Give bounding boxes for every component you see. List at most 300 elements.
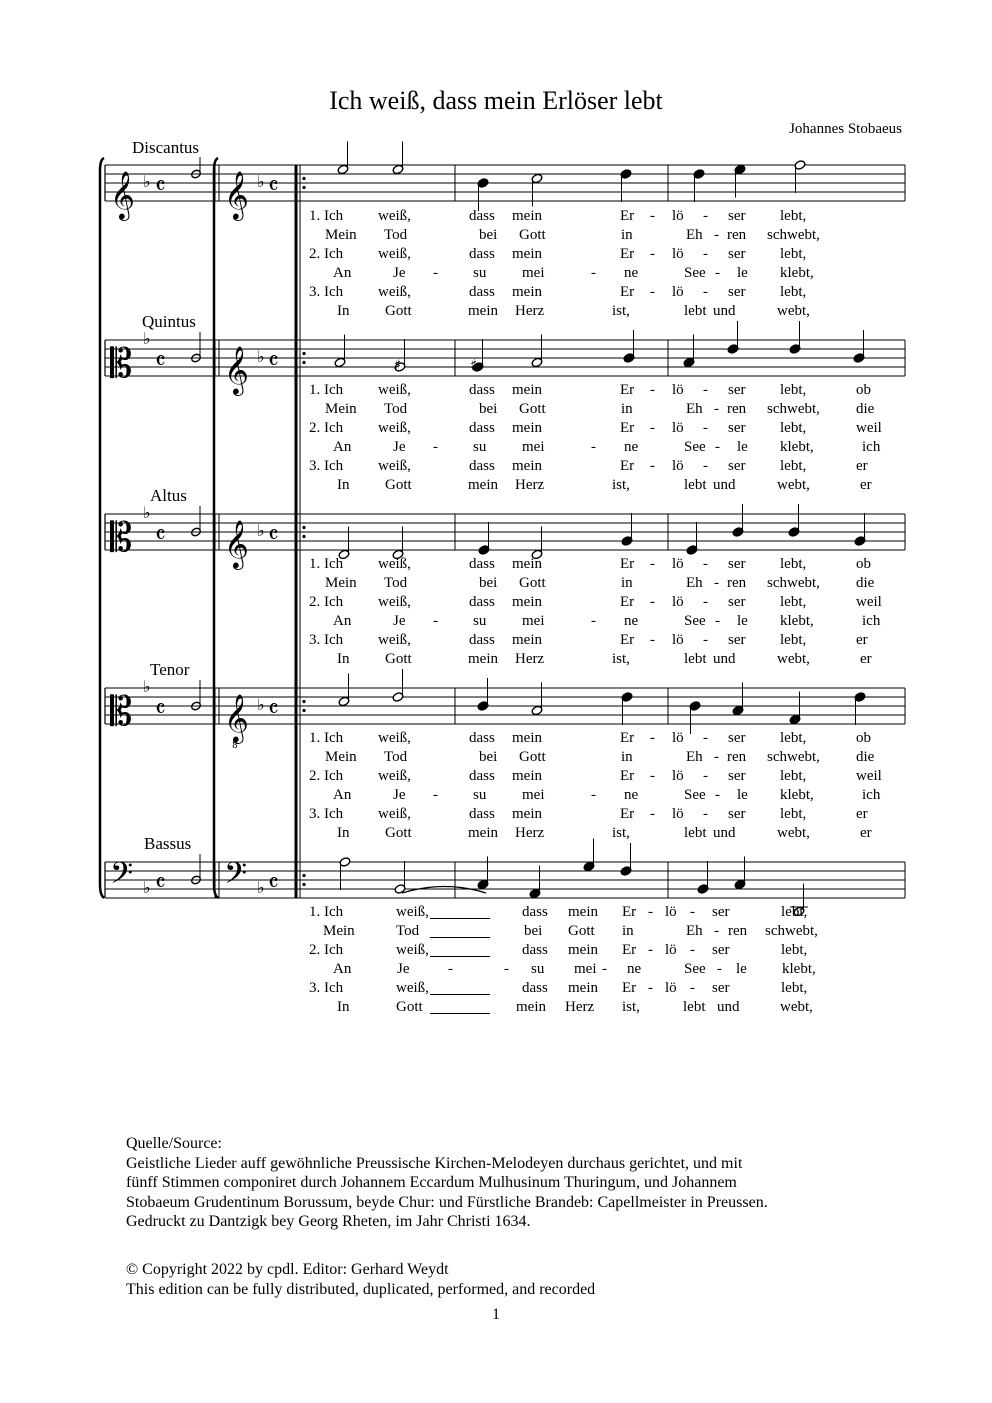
- lyric-syllable: -: [703, 632, 708, 648]
- lyric-syllable: -: [650, 246, 655, 262]
- lyric-syllable: dass: [469, 284, 495, 300]
- lyric-syllable: Er: [620, 632, 635, 648]
- lyric-syllable: lö: [672, 420, 684, 436]
- lyric-syllable: -: [690, 904, 695, 920]
- lyric-syllable: Gott: [519, 401, 546, 417]
- lyric-syllable: ser: [712, 904, 730, 920]
- lyric-syllable: In: [337, 477, 350, 493]
- alto-clef-icon: 𝄡: [110, 515, 133, 561]
- lyric-syllable: dass: [469, 420, 495, 436]
- lyric-syllable: Gott: [519, 749, 546, 765]
- lyric-syllable: le: [737, 439, 748, 455]
- lyric-syllable: Herz: [515, 477, 545, 493]
- lyric-syllable: -: [448, 961, 453, 977]
- lyric-syllable: -: [703, 458, 708, 474]
- lyric-syllable: In: [337, 651, 350, 667]
- lyric-syllable: -: [715, 439, 720, 455]
- lyric-syllable: Er: [620, 382, 635, 398]
- lyric-syllable: mein: [512, 208, 542, 224]
- lyric-syllable: ren: [727, 227, 747, 243]
- lyric-syllable: An: [333, 787, 352, 803]
- lyric-syllable: ser: [728, 284, 746, 300]
- lyric-syllable: mein: [512, 458, 542, 474]
- lyric-syllable: -: [650, 284, 655, 300]
- lyric-syllable: -: [703, 594, 708, 610]
- lyric-syllable: -: [648, 980, 653, 996]
- lyric-syllable: dass: [469, 632, 495, 648]
- lyric-syllable: Er: [620, 806, 635, 822]
- lyric-syllable: ich: [862, 787, 881, 803]
- melisma-extender: [430, 937, 490, 938]
- lyric-syllable: ren: [727, 749, 747, 765]
- lyric-syllable: 3. Ich: [309, 806, 344, 822]
- lyric-syllable: An: [333, 439, 352, 455]
- lyric-syllable: lebt,: [780, 208, 807, 224]
- lyric-syllable: Tod: [384, 401, 408, 417]
- lyric-syllable: lö: [665, 904, 677, 920]
- common-time-icon: 𝄴: [268, 347, 279, 375]
- lyric-syllable: In: [337, 999, 350, 1015]
- lyric-syllable: Tod: [384, 227, 408, 243]
- lyric-syllable: lebt,: [780, 806, 807, 822]
- lyric-syllable: lebt,: [781, 904, 808, 920]
- lyric-syllable: weil: [856, 420, 882, 436]
- lyric-syllable: webt,: [777, 477, 810, 493]
- repeat-dot: [302, 361, 305, 364]
- source-heading: Quelle/Source:: [126, 1135, 222, 1152]
- lyric-syllable: ser: [728, 594, 746, 610]
- common-time-icon: 𝄴: [155, 869, 166, 897]
- lyric-syllable: Er: [620, 556, 635, 572]
- lyric-syllable: -: [504, 961, 509, 977]
- lyric-syllable: 3. Ich: [309, 632, 344, 648]
- lyric-syllable: 2. Ich: [309, 768, 344, 784]
- lyric-syllable: bei: [524, 923, 543, 939]
- lyric-syllable: ne: [624, 613, 639, 629]
- lyric-syllable: und: [713, 651, 736, 667]
- flat-icon: ♭: [143, 878, 151, 897]
- lyric-syllable: -: [715, 787, 720, 803]
- common-time-icon: 𝄴: [155, 347, 166, 375]
- lyric-syllable: klebt,: [780, 787, 814, 803]
- lyric-syllable: Er: [620, 730, 635, 746]
- lyric-syllable: und: [713, 825, 736, 841]
- common-time-icon: 𝄴: [155, 521, 166, 549]
- treble-clef-icon: 𝄞: [110, 170, 135, 219]
- lyric-syllable: ser: [728, 806, 746, 822]
- lyric-syllable: -: [650, 420, 655, 436]
- lyric-syllable: Er: [622, 904, 637, 920]
- lyric-syllable: -: [703, 208, 708, 224]
- lyric-syllable: dass: [522, 942, 548, 958]
- lyric-syllable: -: [433, 439, 438, 455]
- lyric-syllable: in: [621, 749, 633, 765]
- lyric-syllable: 3. Ich: [309, 980, 344, 996]
- lyric-syllable: klebt,: [780, 613, 814, 629]
- lyric-syllable: lö: [665, 942, 677, 958]
- lyric-syllable: er: [860, 477, 872, 493]
- lyric-syllable: weiß,: [378, 632, 411, 648]
- lyric-syllable: klebt,: [782, 961, 816, 977]
- lyric-syllable: Eh: [686, 401, 703, 417]
- lyric-syllable: lö: [672, 632, 684, 648]
- voice-name-altus: Altus: [150, 486, 187, 505]
- lyric-syllable: -: [715, 613, 720, 629]
- common-time-icon: 𝄴: [155, 172, 166, 200]
- lyric-syllable: ser: [728, 556, 746, 572]
- lyric-syllable: lebt,: [780, 556, 807, 572]
- lyric-syllable: -: [714, 401, 719, 417]
- lyric-syllable: weil: [856, 768, 882, 784]
- flat-icon: ♭: [143, 329, 151, 348]
- lyric-syllable: mein: [512, 768, 542, 784]
- melisma-extender: [430, 918, 490, 919]
- treble-clef-icon: 𝄞: [224, 519, 249, 568]
- lyric-syllable: su: [531, 961, 545, 977]
- lyric-syllable: 2. Ich: [309, 420, 344, 436]
- flat-icon: ♭: [257, 695, 265, 714]
- lyric-syllable: dass: [469, 806, 495, 822]
- lyric-syllable: mein: [512, 632, 542, 648]
- lyric-syllable: mein: [468, 651, 498, 667]
- sharp-icon: ♯: [394, 356, 402, 374]
- lyric-syllable: ser: [728, 208, 746, 224]
- lyric-syllable: ser: [728, 246, 746, 262]
- lyric-syllable: lebt: [683, 999, 706, 1015]
- copyright-line: © Copyright 2022 by cpdl. Editor: Gerhard Weydt: [126, 1261, 449, 1278]
- lyric-syllable: weil: [856, 594, 882, 610]
- lyric-syllable: Je: [393, 787, 406, 803]
- lyric-syllable: dass: [469, 382, 495, 398]
- lyric-syllable: -: [703, 730, 708, 746]
- lyric-syllable: ser: [728, 420, 746, 436]
- lyric-syllable: webt,: [777, 825, 810, 841]
- repeat-dot: [302, 526, 305, 529]
- octave-mark: 8: [232, 741, 238, 751]
- lyric-syllable: ist,: [612, 651, 630, 667]
- lyric-syllable: die: [856, 749, 875, 765]
- lyric-syllable: 1. Ich: [309, 904, 344, 920]
- lyric-syllable: ist,: [622, 999, 640, 1015]
- lyric-syllable: ich: [862, 613, 881, 629]
- lyric-syllable: ren: [728, 923, 748, 939]
- source-line: Stobaeum Grudentinum Borussum, beyde Chur: und Fürstliche Brandeb: Capellmeister in Preussen.: [126, 1193, 768, 1211]
- lyric-syllable: mei: [574, 961, 597, 977]
- lyric-syllable: -: [703, 382, 708, 398]
- lyric-syllable: su: [473, 265, 487, 281]
- lyric-syllable: -: [650, 632, 655, 648]
- lyric-syllable: dass: [469, 768, 495, 784]
- lyric-syllable: lebt,: [780, 768, 807, 784]
- lyric-syllable: 1. Ich: [309, 730, 344, 746]
- source-line: Gedruckt zu Dantzigk bey Georg Rheten, im Jahr Christi 1634.: [126, 1213, 531, 1230]
- lyric-syllable: Er: [620, 420, 635, 436]
- lyric-syllable: In: [337, 303, 350, 319]
- lyric-syllable: Gott: [396, 999, 423, 1015]
- lyric-syllable: dass: [522, 904, 548, 920]
- lyric-syllable: weiß,: [378, 284, 411, 300]
- lyric-syllable: weiß,: [396, 942, 429, 958]
- lyric-syllable: lö: [672, 382, 684, 398]
- lyric-syllable: dass: [522, 980, 548, 996]
- lyric-syllable: 1. Ich: [309, 556, 344, 572]
- lyric-syllable: ser: [728, 458, 746, 474]
- lyric-syllable: Er: [622, 980, 637, 996]
- lyric-syllable: -: [591, 265, 596, 281]
- lyric-syllable: -: [703, 420, 708, 436]
- lyric-syllable: ob: [856, 730, 871, 746]
- lyric-syllable: er: [860, 651, 872, 667]
- lyric-syllable: Gott: [568, 923, 595, 939]
- lyric-syllable: Gott: [385, 477, 412, 493]
- lyric-syllable: er: [856, 806, 868, 822]
- lyric-syllable: -: [714, 923, 719, 939]
- lyric-syllable: lebt,: [780, 382, 807, 398]
- lyric-syllable: su: [473, 787, 487, 803]
- lyric-syllable: ne: [624, 439, 639, 455]
- lyric-syllable: die: [856, 401, 875, 417]
- lyric-syllable: er: [856, 632, 868, 648]
- lyric-syllable: lö: [672, 208, 684, 224]
- lyric-syllable: -: [703, 768, 708, 784]
- melisma-extender: [430, 956, 490, 957]
- lyric-syllable: bei: [479, 401, 498, 417]
- lyric-syllable: su: [473, 613, 487, 629]
- lyric-syllable: mein: [512, 382, 542, 398]
- lyric-syllable: Er: [622, 942, 637, 958]
- lyric-syllable: mein: [512, 730, 542, 746]
- lyric-syllable: lebt: [684, 477, 707, 493]
- lyric-syllable: mei: [522, 613, 545, 629]
- lyric-syllable: lebt,: [781, 942, 808, 958]
- lyric-syllable: Mein: [325, 749, 357, 765]
- lyric-syllable: weiß,: [378, 458, 411, 474]
- lyric-syllable: 2. Ich: [309, 942, 344, 958]
- lyric-syllable: su: [473, 439, 487, 455]
- lyric-syllable: -: [703, 806, 708, 822]
- lyric-syllable: -: [717, 961, 722, 977]
- lyric-syllable: Gott: [385, 825, 412, 841]
- lyric-syllable: ser: [728, 632, 746, 648]
- lyric-syllable: schwebt,: [767, 749, 820, 765]
- lyric-syllable: lö: [672, 730, 684, 746]
- lyric-syllable: Gott: [519, 575, 546, 591]
- lyric-syllable: ser: [728, 730, 746, 746]
- lyric-syllable: mei: [522, 787, 545, 803]
- lyric-syllable: ren: [727, 401, 747, 417]
- lyric-syllable: -: [714, 749, 719, 765]
- lyric-syllable: mei: [522, 439, 545, 455]
- lyric-syllable: dass: [469, 730, 495, 746]
- lyric-syllable: mein: [468, 477, 498, 493]
- flat-icon: ♭: [257, 521, 265, 540]
- lyric-syllable: ser: [712, 942, 730, 958]
- lyric-syllable: Herz: [565, 999, 595, 1015]
- lyric-syllable: lebt,: [780, 284, 807, 300]
- lyric-syllable: -: [650, 458, 655, 474]
- lyric-syllable: -: [715, 265, 720, 281]
- source-note: [126, 1134, 886, 1232]
- lyric-syllable: Tod: [384, 575, 408, 591]
- lyric-syllable: klebt,: [780, 265, 814, 281]
- repeat-dot: [302, 709, 305, 712]
- lyric-syllable: ne: [624, 265, 639, 281]
- lyric-syllable: Er: [620, 246, 635, 262]
- lyric-syllable: Herz: [515, 303, 545, 319]
- copyright-note: [126, 1260, 595, 1299]
- lyric-syllable: Tod: [396, 923, 420, 939]
- lyric-syllable: weiß,: [378, 594, 411, 610]
- lyric-syllable: weiß,: [378, 730, 411, 746]
- lyric-syllable: weiß,: [378, 208, 411, 224]
- lyric-syllable: Je: [393, 265, 406, 281]
- lyric-syllable: Tod: [384, 749, 408, 765]
- lyric-syllable: See: [684, 787, 706, 803]
- lyric-syllable: -: [433, 787, 438, 803]
- lyric-syllable: mein: [568, 904, 598, 920]
- lyric-syllable: -: [650, 382, 655, 398]
- lyric-syllable: -: [591, 787, 596, 803]
- lyric-syllable: mein: [512, 806, 542, 822]
- lyric-syllable: weiß,: [396, 980, 429, 996]
- lyric-syllable: in: [622, 923, 634, 939]
- lyric-syllable: -: [433, 613, 438, 629]
- lyric-syllable: lö: [672, 594, 684, 610]
- lyric-syllable: -: [650, 556, 655, 572]
- lyric-syllable: -: [650, 768, 655, 784]
- flat-icon: ♭: [257, 172, 265, 191]
- lyric-syllable: lebt,: [780, 594, 807, 610]
- lyric-syllable: weiß,: [378, 768, 411, 784]
- common-time-icon: 𝄴: [268, 172, 279, 200]
- repeat-dot: [302, 352, 305, 355]
- lyric-syllable: See: [684, 265, 706, 281]
- flat-icon: ♭: [143, 503, 151, 522]
- lyric-syllable: und: [713, 303, 736, 319]
- lyric-syllable: lö: [672, 556, 684, 572]
- lyric-syllable: An: [333, 961, 352, 977]
- lyric-syllable: mein: [512, 556, 542, 572]
- bass-clef-icon: 𝄢: [224, 857, 248, 898]
- lyric-syllable: Er: [620, 284, 635, 300]
- lyric-syllable: -: [650, 208, 655, 224]
- lyric-syllable: -: [690, 942, 695, 958]
- lyric-syllable: Mein: [323, 923, 355, 939]
- lyric-syllable: ne: [627, 961, 642, 977]
- melisma-extender: [430, 1013, 490, 1014]
- composer-name: Johannes Stobaeus: [789, 121, 902, 137]
- repeat-dot: [302, 874, 305, 877]
- lyric-syllable: und: [713, 477, 736, 493]
- lyric-syllable: Mein: [325, 401, 357, 417]
- lyric-syllable: er: [856, 458, 868, 474]
- lyric-syllable: Er: [620, 458, 635, 474]
- lyric-syllable: Gott: [385, 651, 412, 667]
- lyric-syllable: mein: [516, 999, 546, 1015]
- lyric-syllable: An: [333, 265, 352, 281]
- lyric-syllable: 3. Ich: [309, 458, 344, 474]
- lyric-syllable: lebt: [684, 303, 707, 319]
- lyric-syllable: schwebt,: [767, 227, 820, 243]
- lyric-syllable: ob: [856, 382, 871, 398]
- lyric-syllable: ich: [862, 439, 881, 455]
- lyric-syllable: in: [621, 575, 633, 591]
- lyric-syllable: ne: [624, 787, 639, 803]
- lyric-syllable: -: [714, 575, 719, 591]
- lyric-syllable: mein: [512, 246, 542, 262]
- repeat-dot: [302, 700, 305, 703]
- treble-clef-icon: 𝄞: [224, 170, 249, 219]
- lyric-syllable: -: [433, 265, 438, 281]
- voice-name-quintus: Quintus: [142, 312, 196, 331]
- bass-clef-icon: 𝄢: [110, 857, 134, 898]
- lyric-syllable: weiß,: [378, 246, 411, 262]
- lyric-syllable: weiß,: [378, 556, 411, 572]
- lyric-syllable: dass: [469, 594, 495, 610]
- source-line: Geistliche Lieder auff gewöhnliche Preussische Kirchen-Melodeyen durchaus gerichtet, und mit: [126, 1154, 743, 1172]
- lyric-syllable: -: [648, 904, 653, 920]
- lyric-syllable: lö: [672, 806, 684, 822]
- lyric-syllable: bei: [479, 749, 498, 765]
- license-line: This edition can be fully distributed, duplicated, performed, and recorded: [126, 1280, 596, 1298]
- lyric-syllable: mei: [522, 265, 545, 281]
- lyric-syllable: -: [650, 594, 655, 610]
- lyric-syllable: le: [736, 961, 747, 977]
- lyric-syllable: An: [333, 613, 352, 629]
- common-time-icon: 𝄴: [268, 695, 279, 723]
- lyric-syllable: in: [621, 401, 633, 417]
- repeat-dot: [302, 177, 305, 180]
- lyric-syllable: weiß,: [378, 420, 411, 436]
- lyric-syllable: lebt: [684, 825, 707, 841]
- lyric-syllable: In: [337, 825, 350, 841]
- lyric-syllable: See: [684, 961, 706, 977]
- flat-icon: ♭: [257, 347, 265, 366]
- lyric-syllable: Gott: [519, 227, 546, 243]
- lyric-syllable: Eh: [686, 749, 703, 765]
- flat-icon: ♭: [143, 172, 151, 191]
- lyric-syllable: Je: [393, 439, 406, 455]
- lyric-syllable: -: [591, 613, 596, 629]
- tie: [402, 887, 486, 894]
- lyric-syllable: webt,: [780, 999, 813, 1015]
- lyric-syllable: 2. Ich: [309, 594, 344, 610]
- flat-icon: ♭: [143, 677, 151, 696]
- lyric-syllable: ser: [712, 980, 730, 996]
- lyric-syllable: und: [717, 999, 740, 1015]
- lyric-syllable: Je: [393, 613, 406, 629]
- lyric-syllable: lö: [672, 458, 684, 474]
- lyric-syllable: le: [737, 787, 748, 803]
- alto-clef-icon: 𝄡: [110, 689, 133, 735]
- lyric-syllable: Eh: [686, 923, 703, 939]
- lyric-syllable: mein: [468, 303, 498, 319]
- lyric-syllable: ob: [856, 556, 871, 572]
- lyric-syllable: Mein: [325, 227, 357, 243]
- lyric-syllable: Eh: [686, 575, 703, 591]
- lyric-syllable: weiß,: [378, 806, 411, 822]
- lyric-syllable: dass: [469, 458, 495, 474]
- lyric-syllable: schwebt,: [765, 923, 818, 939]
- lyric-syllable: 1. Ich: [309, 382, 344, 398]
- flat-icon: ♭: [257, 878, 265, 897]
- system-bracket: [214, 158, 218, 898]
- lyric-syllable: 3. Ich: [309, 284, 344, 300]
- lyric-syllable: Herz: [515, 825, 545, 841]
- repeat-dot: [302, 535, 305, 538]
- lyric-syllable: bei: [479, 227, 498, 243]
- lyric-syllable: -: [591, 439, 596, 455]
